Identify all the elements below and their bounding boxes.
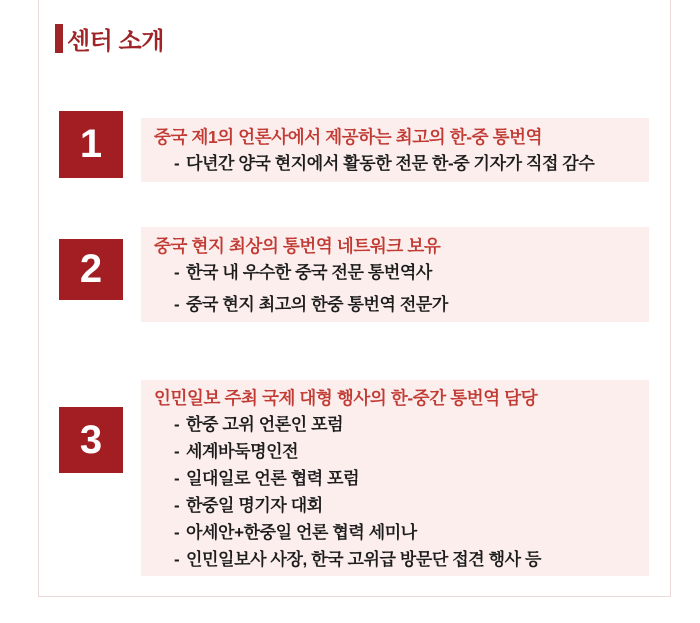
bullet-text: 인민일보사 사장, 한국 고위급 방문단 접견 행사 등 <box>186 550 542 569</box>
item-1-number-badge <box>59 111 123 178</box>
section-title <box>55 21 164 56</box>
bullet-text: 다년간 양국 현지에서 활동한 전문 한-중 기자가 직접 감수 <box>186 154 595 173</box>
bullet-item <box>154 295 639 315</box>
bullet-text: 한중 고위 언론인 포럼 <box>186 415 344 434</box>
bullet-item <box>154 442 639 462</box>
bullet-text: 중국 현지 최고의 한중 통번역 전문가 <box>186 295 448 314</box>
title-accent-bar <box>55 24 63 53</box>
item-3-number-badge <box>59 407 123 473</box>
section-title-text: 센터 소개 <box>67 28 164 55</box>
bullet-item <box>154 469 639 489</box>
bullet-item <box>154 550 639 570</box>
bullet-dash: - <box>174 469 180 488</box>
item-1-panel <box>141 118 649 182</box>
item-2-number: 2 <box>79 247 103 291</box>
item-2-panel <box>141 227 649 322</box>
bullet-text: 한국 내 우수한 중국 전문 통번역사 <box>186 263 432 282</box>
bullet-item <box>154 154 639 174</box>
bullet-dash: - <box>174 442 180 461</box>
bullet-text: 한중일 명기자 대회 <box>186 496 323 515</box>
item-3-panel <box>141 380 649 576</box>
item-2-heading: 중국 현지 최상의 통번역 네트워크 보유 <box>154 236 441 256</box>
bullet-item <box>154 263 639 283</box>
bullet-dash: - <box>174 523 180 542</box>
item-1-number: 1 <box>79 122 103 166</box>
item-3-heading: 인민일보 주최 국제 대형 행사의 한-중간 통번역 담당 <box>154 388 538 408</box>
bullet-dash: - <box>174 263 180 282</box>
bullet-item <box>154 496 639 516</box>
bullet-item <box>154 523 639 543</box>
item-3-number: 3 <box>79 417 103 462</box>
item-1-heading: 중국 제1의 언론사에서 제공하는 최고의 한-중 통번역 <box>154 127 543 147</box>
bullet-dash: - <box>174 550 180 569</box>
bullet-item <box>154 415 639 435</box>
bullet-dash: - <box>174 295 180 314</box>
bullet-dash: - <box>174 154 180 173</box>
bullet-text: 아세안+한중일 언론 협력 세미나 <box>186 523 417 542</box>
item-2-number-badge <box>59 239 123 300</box>
bullet-text: 세계바둑명인전 <box>186 442 299 461</box>
bullet-text: 일대일로 언론 협력 포럼 <box>186 469 360 488</box>
bullet-dash: - <box>174 496 180 515</box>
bullet-dash: - <box>174 415 180 434</box>
